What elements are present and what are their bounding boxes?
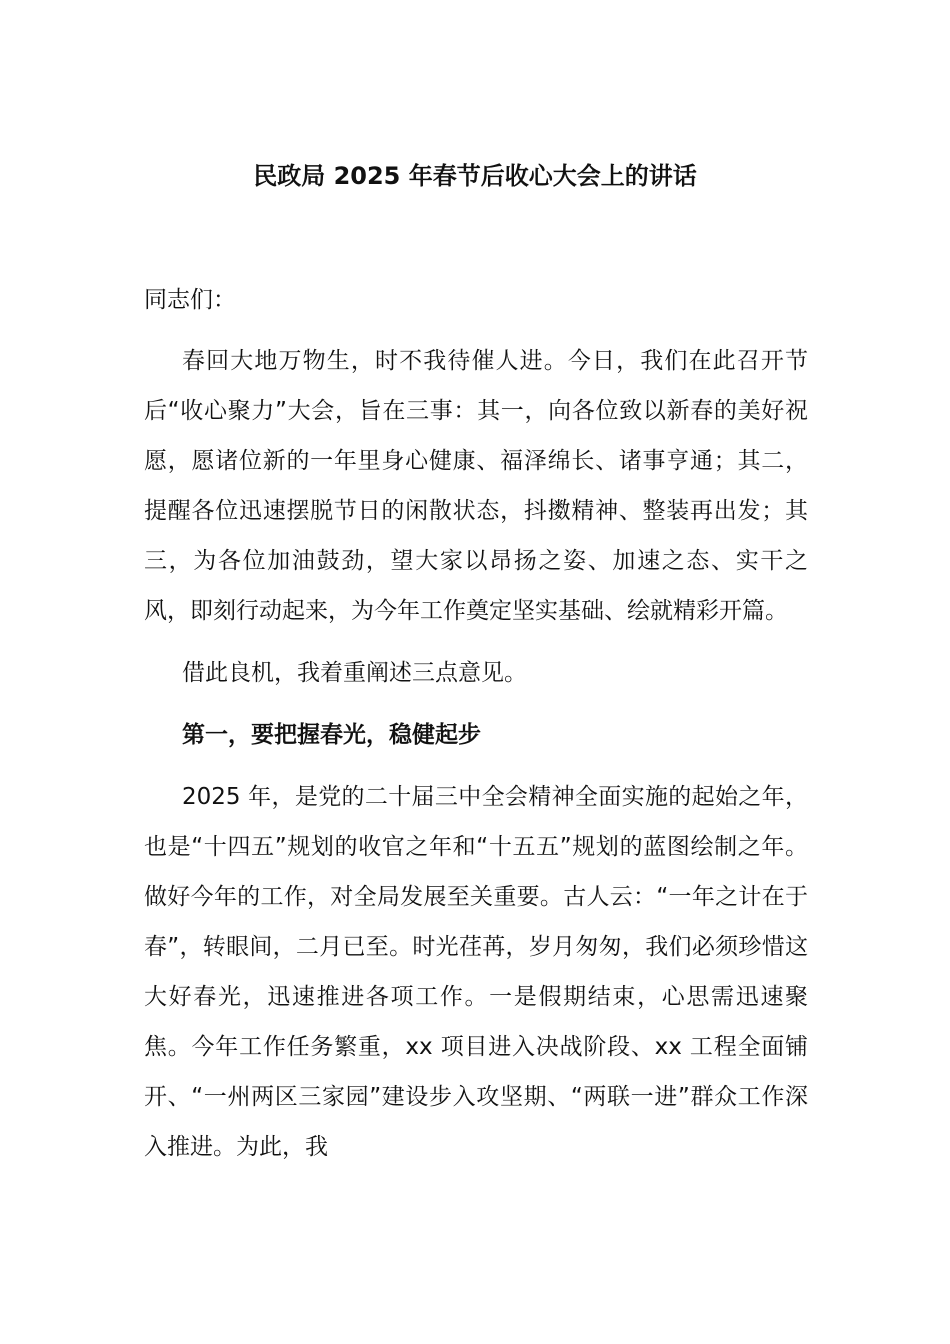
paragraph-intro-points: 借此良机，我着重阐述三点意见。: [182, 660, 527, 686]
document-title: 民政局 2025 年春节后收心大会上的讲话: [253, 162, 697, 190]
paragraph-opening: 春回大地万物生，时不我待催人进。今日，我们在此召开节后“收心聚力”大会，旨在三事：其一，向各位致以新春的美好祝愿，愿诸位新的一年里身心健康、福泽绵长、诸事亨通；其二，提醒各位迅速摆脱节日的闲散状态，抖擞精神、整装再出发；其三，为各位加油鼓劲，望大家以昂扬之姿、加速之态、实干之风，即刻行动起来，为今年工作奠定坚实基础、绘就精彩开篇。: [144, 348, 808, 624]
salutation: 同志们：: [144, 287, 236, 313]
document-body: [144, 280, 808, 1184]
section-heading-first: 第一，要把握春光，稳健起步: [182, 722, 481, 748]
paragraph-section-first: 2025 年，是党的二十届三中全会精神全面实施的起始之年，也是“十四五”规划的收官之年和“十五五”规划的蓝图绘制之年。做好今年的工作，对全局发展至关重要。古人云：“一年之计在于春”，转眼间，二月已至。时光荏苒，岁月匆匆，我们必须珍惜这大好春光，迅速推进各项工作。一是假期结束，心思需迅速聚焦。今年工作任务繁重，xx 项目进入决战阶段、xx 工程全面铺开、“一州两区三家园”建设步入攻坚期、“两联一进”群众工作深入推进。为此，我: [144, 784, 808, 1160]
